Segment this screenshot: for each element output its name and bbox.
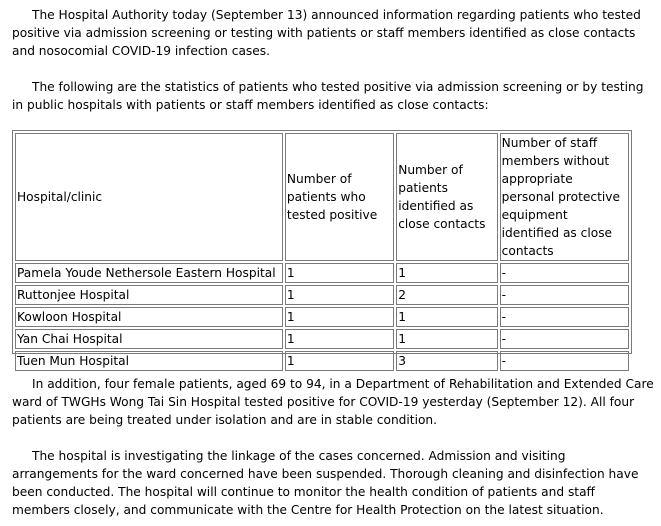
header-staff-close-contacts: Number of staff members without appropriate personal protective equipment identified as close contacts <box>500 133 629 261</box>
cell-hospital: Yan Chai Hospital <box>15 329 283 349</box>
cell-staff: - <box>500 263 629 283</box>
additional-cases-paragraph: In addition, four female patients, aged 69 to 94, in a Department of Rehabilitation and Extended Care ward of TWGHs Wong Tai Sin Hospital tested positive for COVID-19 yesterday (September 12). All four patients are being treated under isolation and are in stable condition. <box>12 377 654 427</box>
table-row <box>15 285 629 305</box>
cell-hospital: Ruttonjee Hospital <box>15 285 283 305</box>
statistics-table <box>12 130 632 368</box>
header-patients-close-contacts: Number of patients identified as close contacts <box>396 133 497 261</box>
table-row <box>15 307 629 327</box>
cell-staff: - <box>500 307 629 327</box>
header-hospital: Hospital/clinic <box>15 133 283 261</box>
cell-close-contacts: 3 <box>396 351 497 371</box>
intro-paragraph: The Hospital Authority today (September 13) announced information regarding patients who tested positive via admission screening or testing with patients or staff members identified as close contacts and nosocomial COVID-19 infection cases. <box>12 8 641 58</box>
cell-close-contacts: 1 <box>396 263 497 283</box>
table-row <box>15 351 629 371</box>
investigation-paragraph: The hospital is investigating the linkage of the cases concerned. Admission and visiting arrangements for the ward concerned have been suspended. Thorough cleaning and disinfection have been conducted. The hospital will continue to monitor the health condition of patients and staff members closely, and communicate with the Centre for Health Protection on the latest situation. <box>12 449 639 517</box>
cell-hospital: Pamela Youde Nethersole Eastern Hospital <box>15 263 283 283</box>
statistics-intro-paragraph: The following are the statistics of patients who tested positive via admission screening or by testing in public hospitals with patients or staff members identified as close contacts: <box>12 80 644 112</box>
table-row <box>15 329 629 349</box>
cell-staff: - <box>500 285 629 305</box>
cell-positive: 1 <box>285 263 394 283</box>
cell-staff: - <box>500 351 629 371</box>
cell-positive: 1 <box>285 307 394 327</box>
cell-positive: 1 <box>285 351 394 371</box>
cell-staff: - <box>500 329 629 349</box>
table-row <box>15 263 629 283</box>
header-patients-positive: Number of patients who tested positive <box>285 133 394 261</box>
cell-close-contacts: 2 <box>396 285 497 305</box>
cell-close-contacts: 1 <box>396 307 497 327</box>
cell-hospital: Kowloon Hospital <box>15 307 283 327</box>
cell-positive: 1 <box>285 329 394 349</box>
table-header-row <box>15 133 629 261</box>
cell-positive: 1 <box>285 285 394 305</box>
cell-hospital: Tuen Mun Hospital <box>15 351 283 371</box>
cell-close-contacts: 1 <box>396 329 497 349</box>
